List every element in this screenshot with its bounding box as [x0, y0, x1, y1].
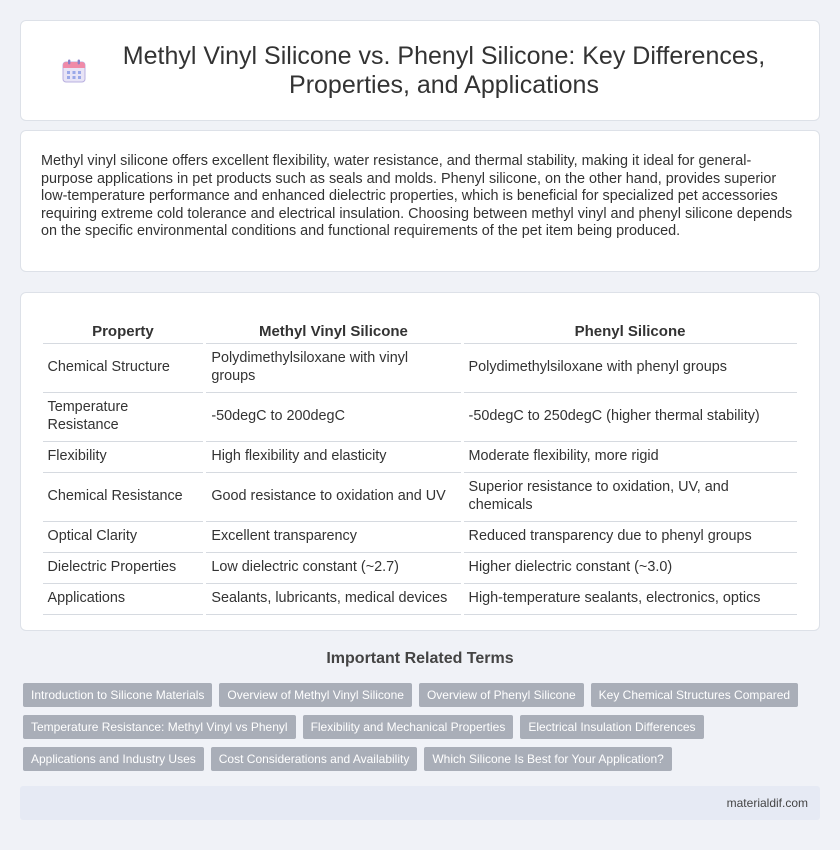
- header-property: Property: [43, 313, 204, 344]
- intro-card: [20, 130, 820, 272]
- row-property: Temperature Resistance: [43, 393, 204, 442]
- related-term-link[interactable]: Cost Considerations and Availability: [211, 747, 418, 771]
- related-term-link[interactable]: Which Silicone Is Best for Your Application?: [424, 747, 671, 771]
- table-row: [43, 584, 797, 615]
- header-phenyl: Phenyl Silicone: [464, 313, 797, 344]
- intro-paragraph: Methyl vinyl silicone offers excellent flexibility, water resistance, and thermal stability, making it ideal for general-purpose applications in pet products such as seals and molds. Phenyl silicone, on the other hand, provides superior low-temperature performance and enhanced dielectric properties, which is beneficial for specialized pet accessories requiring extreme cold tolerance and electrical insulation. Choosing between methyl vinyl and phenyl silicone depends on the specific environmental conditions and functional requirements of the pet item being produced.: [41, 153, 793, 240]
- row-property: Dielectric Properties: [43, 553, 204, 584]
- row-methyl-vinyl: Excellent transparency: [206, 522, 460, 553]
- related-term-link[interactable]: Key Chemical Structures Compared: [591, 683, 798, 707]
- row-phenyl: Moderate flexibility, more rigid: [464, 442, 797, 473]
- related-terms-title: Important Related Terms: [326, 650, 514, 667]
- row-methyl-vinyl: Polydimethylsiloxane with vinyl groups: [206, 344, 460, 393]
- table-row: [43, 393, 797, 442]
- row-property: Optical Clarity: [43, 522, 204, 553]
- comparison-card: [20, 292, 820, 631]
- row-phenyl: High-temperature sealants, electronics, optics: [464, 584, 797, 615]
- table-row: [43, 553, 797, 584]
- calendar-icon: [61, 58, 87, 84]
- footer: [20, 786, 820, 820]
- row-methyl-vinyl: Good resistance to oxidation and UV: [206, 473, 460, 522]
- table-header-row: [43, 313, 797, 344]
- related-term-link[interactable]: Overview of Methyl Vinyl Silicone: [219, 683, 412, 707]
- row-methyl-vinyl: Low dielectric constant (~2.7): [206, 553, 460, 584]
- row-phenyl: Higher dielectric constant (~3.0): [464, 553, 797, 584]
- comparison-table: [40, 313, 800, 615]
- related-term-link[interactable]: Temperature Resistance: Methyl Vinyl vs Phenyl: [23, 715, 296, 739]
- related-term-link[interactable]: Applications and Industry Uses: [23, 747, 204, 771]
- page-title: Methyl Vinyl Silicone vs. Phenyl Silicone: Key Differences, Properties, and Applications: [122, 41, 766, 99]
- header-card: [20, 20, 820, 121]
- row-property: Chemical Resistance: [43, 473, 204, 522]
- related-term-link[interactable]: Overview of Phenyl Silicone: [419, 683, 584, 707]
- row-methyl-vinyl: Sealants, lubricants, medical devices: [206, 584, 460, 615]
- related-term-link[interactable]: Electrical Insulation Differences: [520, 715, 703, 739]
- row-phenyl: Polydimethylsiloxane with phenyl groups: [464, 344, 797, 393]
- footer-site-name: materialdif.com: [726, 796, 808, 810]
- header-methyl-vinyl: Methyl Vinyl Silicone: [206, 313, 460, 344]
- related-term-link[interactable]: Flexibility and Mechanical Properties: [303, 715, 514, 739]
- row-property: Applications: [43, 584, 204, 615]
- row-property: Chemical Structure: [43, 344, 204, 393]
- row-phenyl: Reduced transparency due to phenyl groups: [464, 522, 797, 553]
- row-phenyl: Superior resistance to oxidation, UV, and chemicals: [464, 473, 797, 522]
- table-row: [43, 473, 797, 522]
- row-methyl-vinyl: High flexibility and elasticity: [206, 442, 460, 473]
- row-phenyl: -50degC to 250degC (higher thermal stability): [464, 393, 797, 442]
- header: [21, 21, 819, 120]
- row-property: Flexibility: [43, 442, 204, 473]
- table-row: [43, 442, 797, 473]
- related-term-link[interactable]: Introduction to Silicone Materials: [23, 683, 212, 707]
- related-terms-list: [23, 683, 823, 779]
- table-row: [43, 344, 797, 393]
- row-methyl-vinyl: -50degC to 200degC: [206, 393, 460, 442]
- table-row: [43, 522, 797, 553]
